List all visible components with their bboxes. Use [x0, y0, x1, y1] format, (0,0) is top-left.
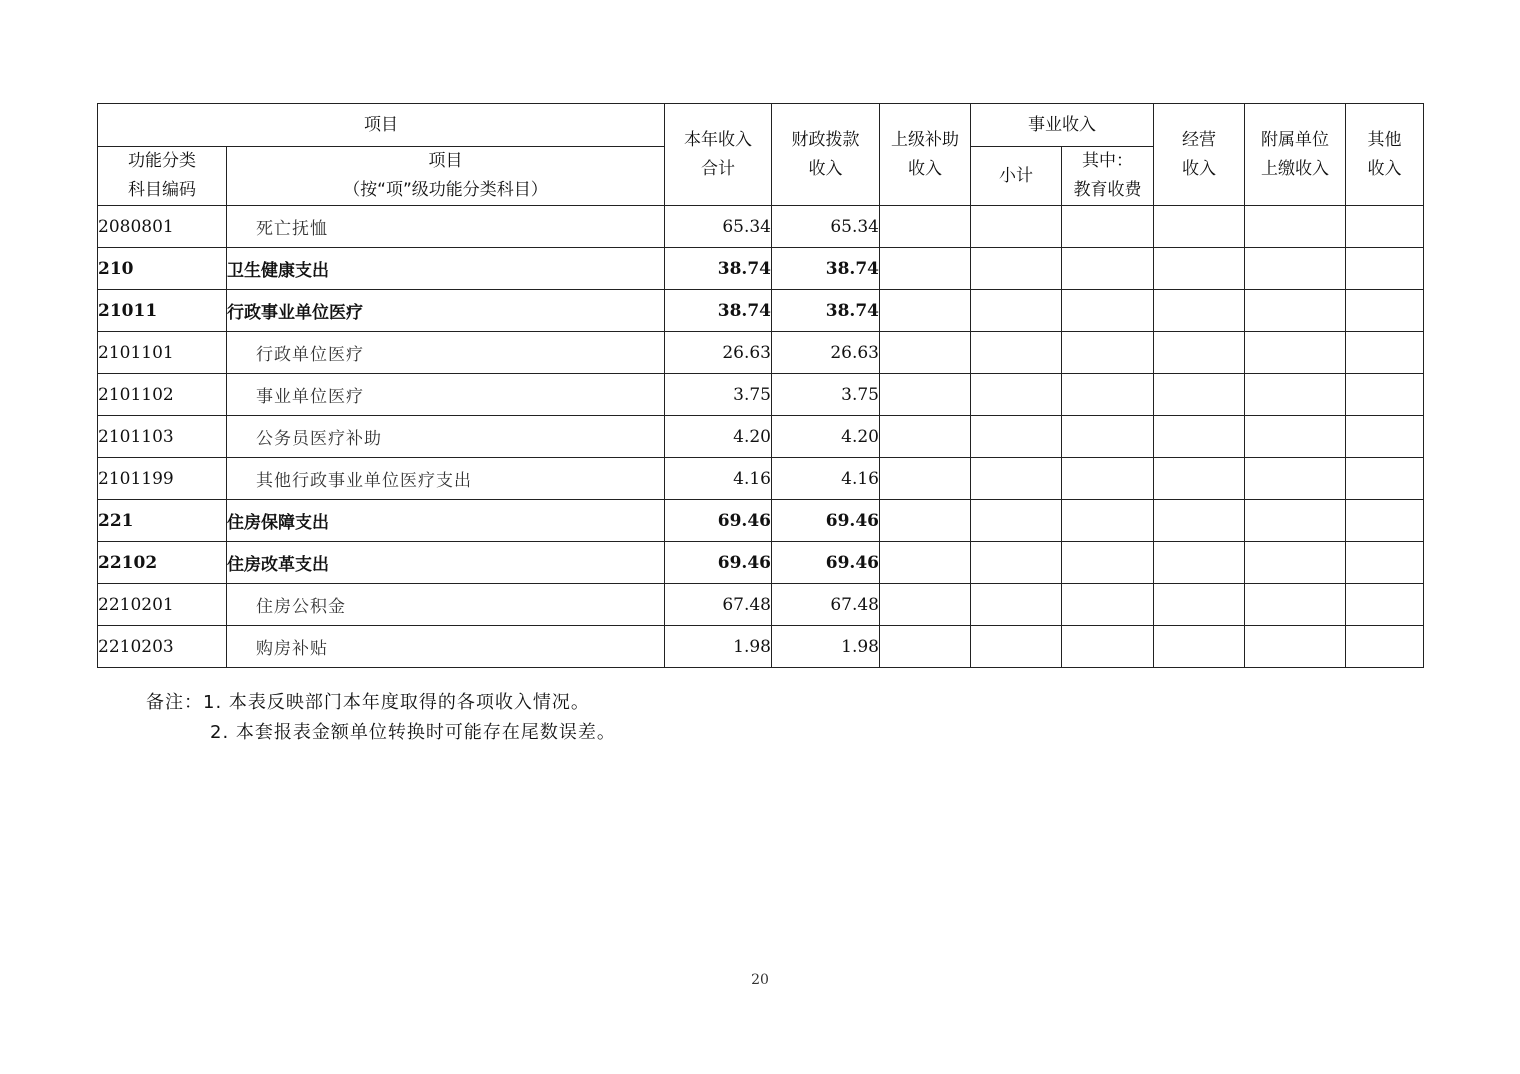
page-number: 20	[751, 972, 769, 988]
header-education-fees: 其中： 教育收费	[1062, 147, 1154, 206]
row-total: 69.46	[665, 542, 772, 584]
row-name: 卫生健康支出	[227, 248, 665, 290]
row-name: 住房公积金	[227, 584, 665, 626]
header-func-name: 项目 （按“项”级功能分类科目）	[227, 147, 665, 206]
row-fiscal: 69.46	[772, 500, 880, 542]
income-table	[97, 103, 1424, 668]
row-name: 公务员医疗补助	[227, 416, 665, 458]
row-fiscal: 3.75	[772, 374, 880, 416]
table-row	[98, 290, 1424, 332]
header-superior-subsidy: 上级补助 收入	[880, 104, 971, 206]
row-name: 其他行政事业单位医疗支出	[227, 458, 665, 500]
row-name: 住房改革支出	[227, 542, 665, 584]
row-total: 1.98	[665, 626, 772, 668]
row-name: 住房保障支出	[227, 500, 665, 542]
header-business-income: 事业收入	[971, 104, 1154, 147]
table-row	[98, 458, 1424, 500]
row-fiscal: 65.34	[772, 206, 880, 248]
row-name: 事业单位医疗	[227, 374, 665, 416]
table-row	[98, 584, 1424, 626]
row-code: 2101102	[98, 374, 227, 416]
table-row	[98, 248, 1424, 290]
row-code: 2210201	[98, 584, 227, 626]
row-total: 67.48	[665, 584, 772, 626]
row-total: 26.63	[665, 332, 772, 374]
row-fiscal: 4.20	[772, 416, 880, 458]
header-total-income: 本年收入 合计	[665, 104, 772, 206]
row-name: 死亡抚恤	[227, 206, 665, 248]
header-project-group: 项目	[98, 104, 665, 147]
row-code: 2101199	[98, 458, 227, 500]
row-total: 3.75	[665, 374, 772, 416]
note-line-2: 2. 本套报表金额单位转换时可能存在尾数误差。	[210, 722, 616, 743]
row-code: 21011	[98, 290, 227, 332]
row-total: 38.74	[665, 290, 772, 332]
row-fiscal: 67.48	[772, 584, 880, 626]
row-total: 4.20	[665, 416, 772, 458]
note-line-1: 备注：1. 本表反映部门本年度取得的各项收入情况。	[146, 692, 590, 713]
row-total: 4.16	[665, 458, 772, 500]
row-code: 2080801	[98, 206, 227, 248]
row-name: 行政单位医疗	[227, 332, 665, 374]
row-code: 2101103	[98, 416, 227, 458]
row-fiscal: 69.46	[772, 542, 880, 584]
header-affiliated-income: 附属单位 上缴收入	[1245, 104, 1346, 206]
row-fiscal: 38.74	[772, 248, 880, 290]
header-other-income: 其他 收入	[1346, 104, 1424, 206]
row-fiscal: 4.16	[772, 458, 880, 500]
row-total: 65.34	[665, 206, 772, 248]
row-code: 22102	[98, 542, 227, 584]
table-row	[98, 626, 1424, 668]
table-row	[98, 542, 1424, 584]
table-row	[98, 332, 1424, 374]
table-row	[98, 374, 1424, 416]
row-fiscal: 38.74	[772, 290, 880, 332]
table-row	[98, 416, 1424, 458]
row-total: 69.46	[665, 500, 772, 542]
row-name: 行政事业单位医疗	[227, 290, 665, 332]
row-total: 38.74	[665, 248, 772, 290]
table-row	[98, 206, 1424, 248]
header-subtotal: 小计	[971, 147, 1062, 206]
header-fiscal-appropriation: 财政拨款 收入	[772, 104, 880, 206]
row-fiscal: 1.98	[772, 626, 880, 668]
row-name: 购房补贴	[227, 626, 665, 668]
header-func-code: 功能分类 科目编码	[98, 147, 227, 206]
table-row	[98, 500, 1424, 542]
row-code: 2101101	[98, 332, 227, 374]
row-fiscal: 26.63	[772, 332, 880, 374]
table-notes	[146, 688, 616, 748]
row-code: 221	[98, 500, 227, 542]
row-code: 210	[98, 248, 227, 290]
row-code: 2210203	[98, 626, 227, 668]
header-operating-income: 经营 收入	[1154, 104, 1245, 206]
